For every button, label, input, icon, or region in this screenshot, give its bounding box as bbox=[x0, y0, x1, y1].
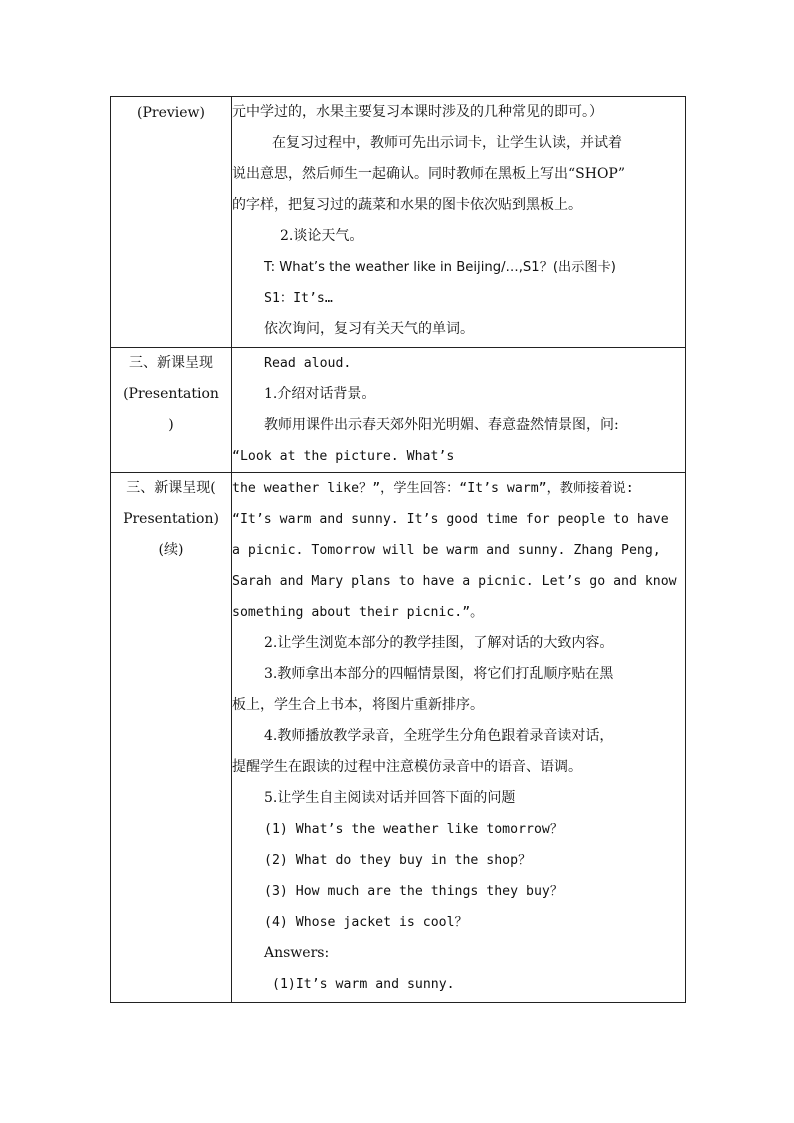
row-label: (Presentation bbox=[123, 386, 219, 402]
content-line: “Look at the picture. What’s bbox=[232, 449, 455, 464]
content-line: Read aloud. bbox=[264, 356, 352, 371]
row-label: ) bbox=[168, 417, 174, 433]
row-label: 三、新课呈现( bbox=[126, 480, 216, 496]
content-line: 提醒学生在跟读的过程中注意模仿录音中的语音、语调。 bbox=[232, 759, 582, 775]
content-line: 2.让学生浏览本部分的教学挂图，了解对话的大致内容。 bbox=[264, 635, 614, 651]
content-line: the weather like？”，学生回答：“It’s warm”，教师接着说: bbox=[232, 481, 634, 496]
content-line: S1：It’s… bbox=[264, 291, 333, 306]
table-row bbox=[111, 473, 686, 1003]
content-line: 在复习过程中，教师可先出示词卡，让学生认读，并试着 bbox=[272, 135, 622, 151]
content-line: 元中学过的，水果主要复习本课时涉及的几种常见的即可。） bbox=[232, 104, 603, 120]
table-row bbox=[111, 348, 686, 473]
content-line: 依次询问，复习有关天气的单词。 bbox=[264, 321, 474, 337]
lesson-plan-table bbox=[110, 96, 686, 1003]
content-line: (1)It’s warm and sunny. bbox=[272, 977, 455, 992]
row-label: (Preview) bbox=[137, 105, 205, 121]
table-row bbox=[111, 97, 686, 348]
content-line: 5.让学生自主阅读对话并回答下面的问题 bbox=[264, 790, 516, 806]
content-line: “It’s warm and sunny. It’s good time for people to have bbox=[232, 512, 669, 527]
content-line: 3.教师拿出本部分的四幅情景图，将它们打乱顺序贴在黑 bbox=[264, 666, 614, 682]
content-line: 说出意思，然后师生一起确认。同时教师在黑板上写出“SHOP” bbox=[232, 166, 626, 182]
content-line: (1) What’s the weather like tomorrow？ bbox=[264, 822, 564, 837]
content-line: T: What’s the weather like in Beijing/…,S1？(出示图卡) bbox=[264, 260, 616, 275]
content-line: 教师用课件出示春天郊外阳光明媚、春意盎然情景图，问: bbox=[264, 417, 619, 433]
row-label: 三、新课呈现 bbox=[129, 355, 213, 371]
content-line: (3) How much are the things they buy？ bbox=[264, 884, 564, 899]
content-line: a picnic. Tomorrow will be warm and sunny. Zhang Peng, bbox=[232, 543, 661, 558]
content-line: Sarah and Mary plans to have a picnic. Let’s go and know bbox=[232, 574, 677, 589]
content-line: 4.教师播放教学录音，全班学生分角色跟着录音读对话， bbox=[264, 728, 614, 744]
content-line: (2) What do they buy in the shop？ bbox=[264, 853, 532, 868]
row-label-cell bbox=[111, 348, 232, 473]
content-line: 1.介绍对话背景。 bbox=[264, 386, 376, 402]
content-line: Answers: bbox=[264, 945, 330, 961]
row-content-cell bbox=[232, 348, 686, 473]
content-line: something about their picnic.”。 bbox=[232, 605, 484, 620]
row-content-cell bbox=[232, 97, 686, 348]
content-line: 的字样，把复习过的蔬菜和水果的图卡依次贴到黑板上。 bbox=[232, 197, 582, 213]
row-label-cell bbox=[111, 473, 232, 1003]
content-line: 板上，学生合上书本，将图片重新排序。 bbox=[232, 697, 484, 713]
content-line: (4) Whose jacket is cool？ bbox=[264, 915, 468, 930]
content-line: 2.谈论天气。 bbox=[280, 228, 364, 244]
row-label: Presentation) bbox=[123, 511, 219, 527]
row-label: (续) bbox=[158, 542, 184, 558]
row-label-cell bbox=[111, 97, 232, 348]
row-content-cell bbox=[232, 473, 686, 1003]
